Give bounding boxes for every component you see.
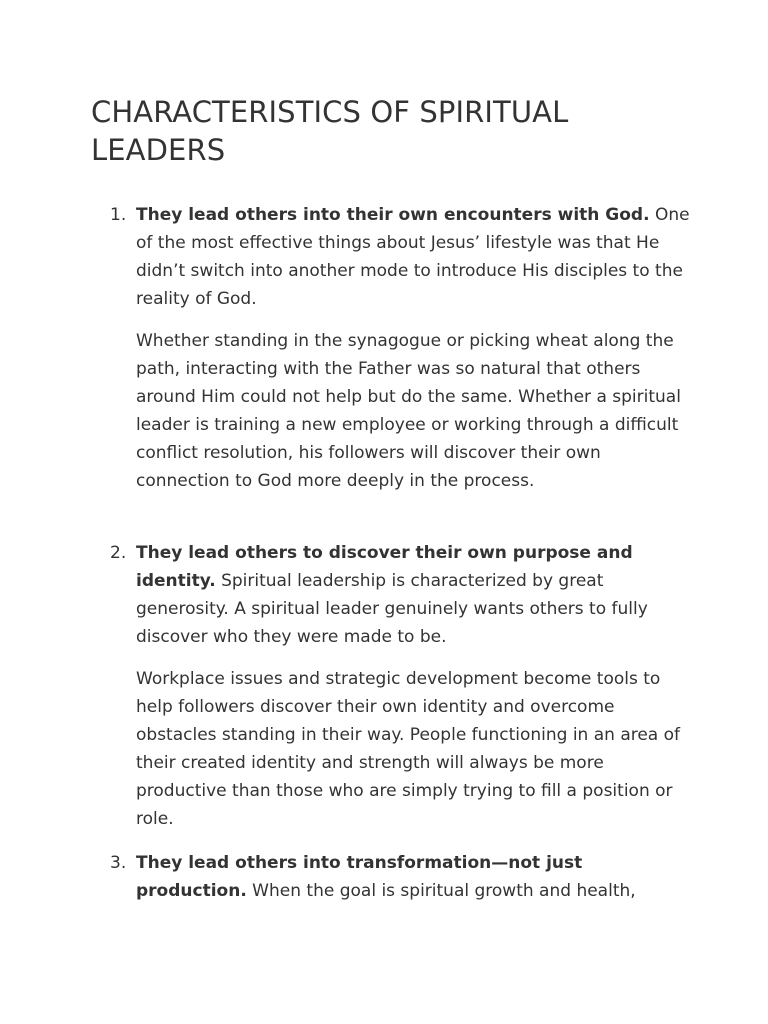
list-item bbox=[110, 539, 696, 833]
item-text: Spiritual leadership is characterized by great generosity. A spiritual leader genuinely wants others to fully discover who they were made to be. bbox=[136, 571, 648, 647]
list-number: 2. bbox=[110, 543, 127, 563]
item-heading: They lead others into transformation—not just production. bbox=[136, 853, 583, 901]
list-item bbox=[110, 849, 696, 905]
item-text: When the goal is spiritual growth and health, bbox=[246, 881, 636, 901]
item-paragraph: Workplace issues and strategic development become tools to help followers discover their own identity and overcome obstacles standing in their way. People functioning in an area of their created identity and strength will always be more productive than those who are simply trying to fill a position or role. bbox=[136, 669, 681, 829]
item-paragraph: Whether standing in the synagogue or picking wheat along the path, interacting with the Father was so natural that others around Him could not help but do the same. Whether a spiritual leader is training a new employee or working through a difficult conflict resolution, his followers will discover their own connection to God more deeply in the process. bbox=[136, 331, 681, 491]
item-text: One of the most effective things about Jesus’ lifestyle was that He didn’t switch into another mode to introduce His disciples to the reality of God. bbox=[136, 205, 690, 309]
list-number: 3. bbox=[110, 853, 127, 873]
item-lead-paragraph bbox=[136, 539, 696, 651]
item-heading: They lead others into their own encounters with God. bbox=[136, 205, 650, 225]
item-lead-paragraph bbox=[136, 849, 696, 905]
item-lead-paragraph bbox=[136, 201, 696, 313]
list-number: 1. bbox=[110, 205, 127, 225]
page-title: CHARACTERISTICS OF SPIRITUAL LEADERS bbox=[91, 95, 569, 167]
list-item bbox=[110, 201, 696, 495]
item-heading: They lead others to discover their own purpose and identity. bbox=[136, 543, 633, 591]
